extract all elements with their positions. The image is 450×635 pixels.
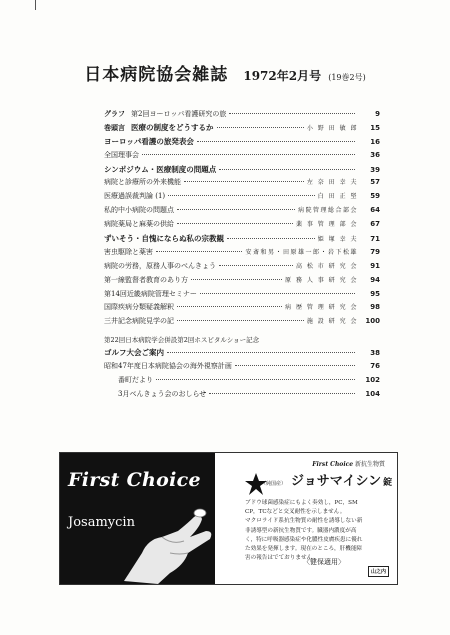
- toc-author: 原 務 人 事 研 究 会: [285, 276, 358, 284]
- toc-leader-dots: [191, 279, 282, 280]
- toc-author: 小 野 田 敏 郎: [306, 124, 358, 132]
- ad-brand-text: ジョサマイシン: [291, 474, 382, 489]
- ad-photo-panel: [60, 453, 215, 584]
- table-of-contents: [104, 107, 380, 402]
- toc-section-tag: グラフ: [104, 109, 125, 118]
- toc-entry: [104, 301, 380, 315]
- toc-leader-dots: [217, 127, 304, 128]
- journal-title: 日本病院協会雑誌: [84, 65, 229, 85]
- toc-leader-dots: [177, 306, 282, 307]
- toc-author: 左 奈 田 幸 夫: [306, 179, 358, 187]
- josamycin-advertisement: [59, 452, 398, 585]
- toc-title: 全国理事会: [104, 150, 139, 159]
- toc-entry: [104, 204, 380, 218]
- toc-title: ずいそう・自愧にならぬ私の宗教観: [104, 234, 224, 244]
- toc-title: シンポジウム・医療制度の問題点: [104, 164, 217, 174]
- toc-title: 三井記念病院見学の記: [104, 317, 174, 326]
- toc-page-number: 102: [365, 376, 380, 385]
- ad-body-line: く，特に呼吸器感染症や化膿性皮膚疾患に優れ: [245, 536, 363, 543]
- toc-page-number: 79: [370, 247, 380, 256]
- toc-title: ゴルフ大会ご案内: [104, 348, 164, 358]
- toc-title: 病院と診療所の外来機能: [104, 178, 181, 187]
- ad-manufacturer-logo: 山之内: [368, 566, 389, 577]
- toc-title: 私的中小病院の問題点: [104, 206, 174, 215]
- toc-page-number: 39: [370, 165, 380, 174]
- toc-title: 医療過誤裁判論 (1): [104, 192, 166, 201]
- toc-entry: [104, 218, 380, 232]
- toc-entry: [104, 135, 380, 149]
- toc-entry: [104, 374, 380, 388]
- toc-page-number: 94: [370, 275, 380, 284]
- toc-section-tag: 巻頭言: [104, 122, 125, 132]
- toc-entry: [104, 176, 380, 190]
- toc-entry: [104, 346, 380, 360]
- toc-entry: [104, 190, 380, 204]
- toc-entry: [104, 315, 380, 329]
- toc-page-number: 98: [370, 303, 380, 312]
- toc-entry: [104, 388, 380, 402]
- toc-leader-dots: [168, 195, 315, 196]
- toc-page-number: 95: [370, 289, 380, 298]
- ad-insurance-note: 〈健保適用〉: [303, 558, 345, 566]
- ad-tagline: [312, 459, 385, 468]
- issue-date: 1972年2月号: [243, 69, 322, 83]
- toc-page-number: 100: [365, 317, 380, 326]
- toc-title: 番町だより: [118, 376, 153, 385]
- ad-headline: First Choice: [68, 469, 201, 491]
- toc-title: 3月べんきょう会のおしらせ: [118, 389, 207, 398]
- toc-leader-dots: [209, 393, 355, 394]
- ad-brand-name: [291, 470, 392, 489]
- toc-author: 安斎和男・田原雄一郎・岩下松雄: [245, 248, 358, 256]
- toc-author: 施 設 研 究 会: [306, 318, 358, 326]
- toc-entry: [104, 163, 380, 177]
- ad-body-line: た効果を発揮します。現在のところ，肝機能障: [245, 546, 363, 553]
- masthead: [0, 60, 450, 85]
- toc-leader-dots: [167, 352, 355, 353]
- toc-title: 病院の労務，原務人事のべんきょう: [104, 261, 216, 270]
- toc-entry: [104, 107, 380, 121]
- ad-body-line: 害の報告はでておりません。: [245, 555, 319, 562]
- toc-title: 医療の制度をどうするか: [131, 122, 214, 132]
- toc-page-number: 15: [370, 123, 380, 132]
- toc-entry: [104, 288, 380, 302]
- toc-author: 病 歴 管 理 研 究 会: [285, 304, 358, 312]
- toc-entry: [104, 149, 380, 163]
- hand-holding-tablet-icon: [118, 493, 215, 584]
- toc-page-number: 59: [370, 192, 380, 201]
- ad-body-line: マクロライド系抗生物質の耐性を誘導しない新: [245, 518, 363, 525]
- toc-entry: [104, 121, 380, 135]
- toc-title: 第一線監督者教育のあり方: [104, 275, 188, 284]
- ad-text-panel: [215, 453, 397, 584]
- toc-page-number: 36: [370, 150, 380, 159]
- ad-brand-sub: （純国産）: [261, 481, 287, 487]
- toc-page-number: 9: [375, 110, 380, 118]
- toc-author: 姫 塚 幸 夫: [317, 236, 358, 244]
- ad-tagline-jp: 新抗生物質: [354, 461, 385, 468]
- toc-title: 第2回ヨーロッパ看護研究の旅: [131, 110, 227, 118]
- toc-page-number: 67: [370, 220, 380, 229]
- toc-title: 昭和47年度日本病院協会の海外視察計画: [104, 362, 232, 371]
- page-edge-mark: [35, 0, 36, 10]
- toc-entry: [104, 360, 380, 374]
- ad-body-text: [245, 499, 395, 563]
- toc-leader-dots: [177, 223, 293, 224]
- toc-title: ヨーロッパ看護の旅発表会: [104, 136, 194, 146]
- toc-leader-dots: [219, 265, 293, 266]
- toc-page-number: 104: [365, 389, 380, 398]
- toc-author: 薬 事 管 理 部 会: [295, 221, 358, 229]
- toc-leader-dots: [219, 169, 355, 170]
- toc-page-number: 64: [370, 206, 380, 215]
- toc-page-number: 57: [370, 178, 380, 187]
- toc-page-number: 16: [370, 137, 380, 146]
- ad-body-line: CP，TCなどと交叉耐性を示しません。: [245, 509, 346, 516]
- toc-leader-dots: [184, 181, 304, 182]
- toc-page-number: 38: [370, 349, 380, 358]
- toc-leader-dots: [200, 293, 355, 294]
- toc-leader-dots: [156, 251, 242, 252]
- toc-leader-dots: [177, 209, 295, 210]
- toc-entry: [104, 274, 380, 288]
- toc-title: 国際疾病分類疑義解釈: [104, 303, 174, 312]
- toc-title: 害虫駆除と薬害: [104, 247, 153, 256]
- volume-number: (19巻2号): [328, 73, 366, 82]
- toc-leader-dots: [227, 238, 315, 239]
- toc-page-number: 71: [370, 235, 380, 244]
- toc-entry: [104, 232, 380, 246]
- toc-leader-dots: [235, 365, 355, 366]
- toc-entry: [104, 246, 380, 260]
- toc-page-number: 76: [370, 362, 380, 371]
- toc-leader-dots: [229, 113, 355, 114]
- toc-lead-line: 第22回日本病院学会併設第2回ホスピタルショー記念: [104, 336, 260, 345]
- toc-entry: [104, 260, 380, 274]
- toc-author: 白 田 正 堅: [317, 193, 358, 201]
- toc-leader-dots: [156, 379, 355, 380]
- toc-author: 高 松 市 研 究 会: [295, 262, 358, 270]
- toc-title: 病院薬局と麻薬の供給: [104, 220, 174, 229]
- toc-author: 病院管理総合部会: [297, 207, 358, 215]
- toc-leader-dots: [177, 320, 304, 321]
- ad-body-line: 非誘導型の新抗生物質です。臓器内濃度が高: [245, 527, 357, 534]
- toc-leader-dots: [197, 141, 355, 142]
- ad-brand-suffix: 錠: [383, 478, 393, 488]
- toc-title: 第14回近畿病院管理セミナー: [104, 289, 197, 298]
- ad-product-name: Josamycin: [68, 515, 135, 530]
- ad-tagline-en: First Choice: [312, 461, 354, 468]
- toc-leader-dots: [142, 154, 355, 155]
- toc-page-number: 91: [370, 261, 380, 270]
- ad-body-line: ブドウ球菌感染症にもよく奏効し，PC，SM: [245, 500, 358, 506]
